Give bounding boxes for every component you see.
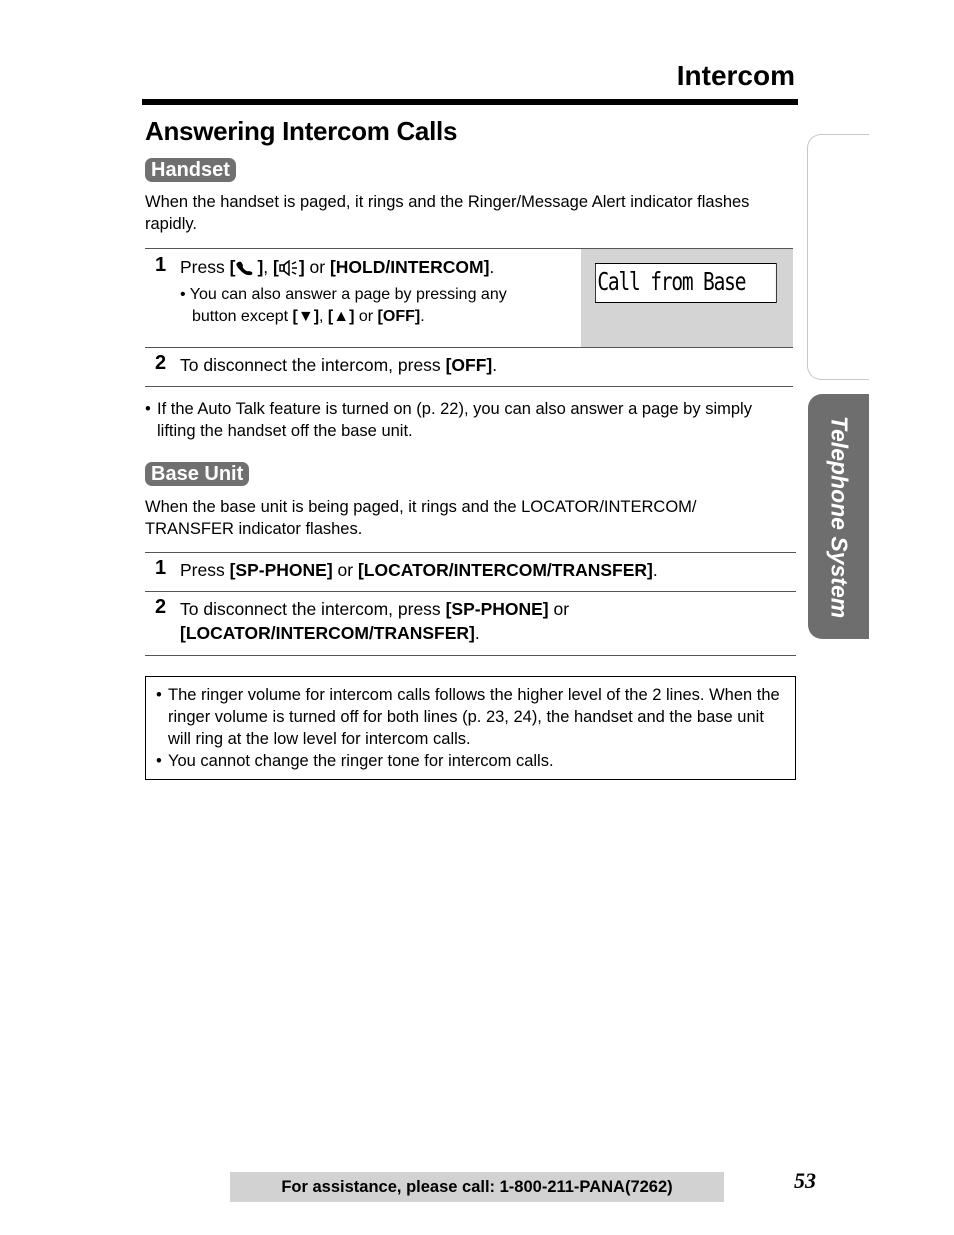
- page-number: 53: [794, 1168, 816, 1193]
- base-unit-tag: Base Unit: [145, 462, 249, 486]
- handset-step-1-text: Press [ ], [ ] or [HOLD/INTERCOM].: [180, 255, 580, 282]
- step-divider: [145, 655, 796, 656]
- base-unit-intro: When the base unit is being paged, it rings and the LOCATOR/INTERCOM/ TRANSFER indicator flashes.: [145, 498, 697, 538]
- note-text: • You can also answer a page by pressing any: [180, 286, 507, 303]
- step-number: 2: [155, 596, 167, 618]
- display-panel: [581, 249, 793, 347]
- step-divider: [145, 347, 793, 348]
- up-key: [▲]: [327, 308, 355, 325]
- phone-handset-icon: [235, 258, 257, 282]
- hold-intercom-key: [HOLD/INTERCOM]: [329, 257, 490, 277]
- side-tab-blank: [807, 134, 869, 380]
- handset-step-1-note: • You can also answer a page by pressing any button except [▼], [▲] or [OFF].: [180, 286, 507, 325]
- step-divider: [145, 552, 796, 553]
- down-key: [▼]: [292, 308, 320, 325]
- off-key: [OFF]: [377, 308, 421, 325]
- base-step-1-text: Press [SP-PHONE] or [LOCATOR/INTERCOM/TRANSFER].: [180, 560, 658, 580]
- note-text: button except: [192, 308, 289, 325]
- sp-phone-key: [SP-PHONE]: [445, 599, 549, 619]
- header-rule: [142, 99, 798, 105]
- side-tab-label: Telephone System: [826, 415, 852, 618]
- note-item: • The ringer volume for intercom calls follows the higher level of the 2 lines. When the ringer volume is turned off for both lines (p. 23, 24), the handset and the base unit will ring at the low level for intercom calls.: [156, 686, 780, 748]
- speakerphone-icon: [279, 258, 299, 282]
- or-word: or: [309, 257, 326, 277]
- step-text: To disconnect the intercom, press: [180, 355, 441, 375]
- base-step-2-text: To disconnect the intercom, press [SP-PHONE] or [LOCATOR/INTERCOM/TRANSFER].: [180, 599, 570, 643]
- footer-assistance: For assistance, please call: 1-800-211-PANA(7262): [230, 1172, 724, 1202]
- handset-tag: Handset: [145, 158, 236, 182]
- step-divider: [145, 591, 796, 592]
- note-item: • You cannot change the ringer tone for intercom calls.: [156, 752, 554, 770]
- off-key: [OFF]: [445, 355, 493, 375]
- page-header-title: Intercom: [676, 60, 795, 91]
- handset-intro: When the handset is paged, it rings and the Ringer/Message Alert indicator flashes rapidly.: [145, 193, 750, 233]
- step-number: 1: [155, 254, 167, 276]
- locator-key: [LOCATOR/INTERCOM/TRANSFER]: [180, 623, 475, 643]
- lcd-display: Call from Base: [595, 263, 777, 303]
- notes-box: [145, 676, 796, 780]
- side-tab: [808, 394, 869, 639]
- step-divider: [145, 386, 793, 387]
- press-word: Press: [180, 257, 225, 277]
- step-number: 1: [155, 557, 167, 579]
- locator-key: [LOCATOR/INTERCOM/TRANSFER]: [357, 560, 653, 580]
- sp-phone-key: [SP-PHONE]: [229, 560, 333, 580]
- auto-talk-note: • If the Auto Talk feature is turned on (p. 22), you can also answer a page by simply lifting the handset off the base unit.: [145, 400, 752, 440]
- section-title: Answering Intercom Calls: [145, 116, 458, 146]
- handset-step-2-text: To disconnect the intercom, press [OFF].: [180, 355, 498, 375]
- step-number: 2: [155, 352, 167, 374]
